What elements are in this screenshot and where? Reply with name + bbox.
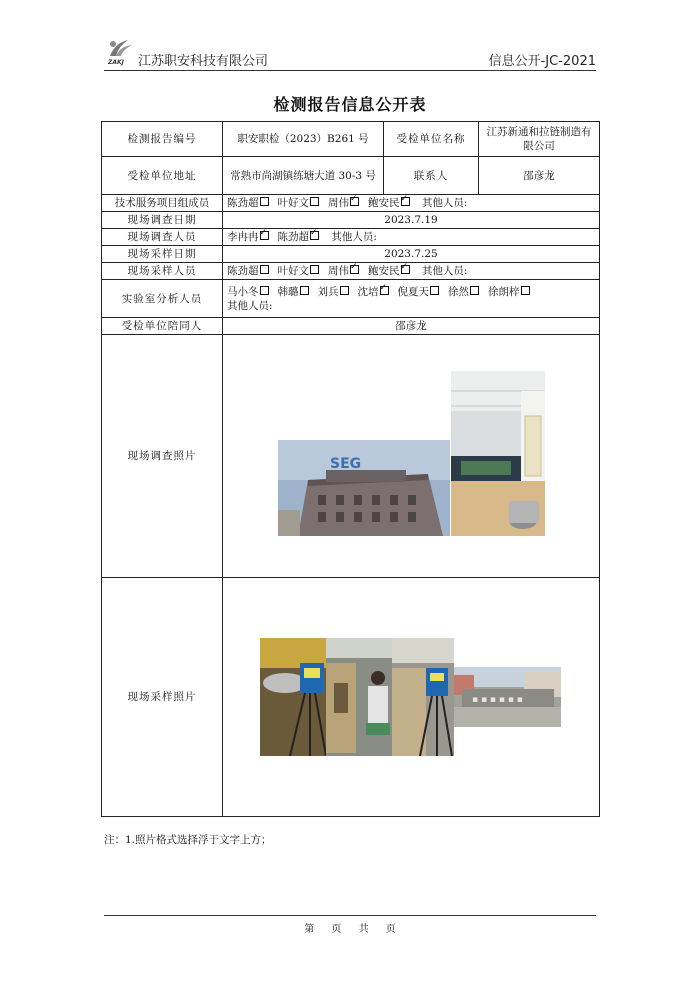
table-row: [102, 229, 600, 246]
survey-staff: [223, 229, 600, 246]
person-name: 周伟: [328, 197, 349, 209]
person-name: 鲍安民: [368, 265, 400, 277]
table-row: [102, 280, 600, 318]
table-row: [102, 122, 600, 157]
table-row: [102, 578, 600, 817]
lab-other: 其他人员:: [227, 299, 273, 312]
document-code: 信息公开-JC-2021: [488, 54, 596, 69]
sampling-photo-1: [260, 638, 326, 756]
survey-staff-label: 现场调查人员: [102, 229, 223, 246]
unchecked-checkbox-icon: [260, 286, 269, 295]
unchecked-checkbox-icon: [260, 265, 269, 274]
page-footer: 第 页 共 页: [304, 924, 396, 935]
person-name: 陈劲超: [227, 197, 259, 209]
checked-checkbox-icon: [401, 197, 410, 206]
person-name: 李冉冉: [227, 231, 259, 243]
checkbox-group: [227, 286, 539, 298]
table-row: [102, 157, 600, 195]
person-name: 陈劲超: [227, 265, 259, 277]
address-value: 常熟市尚湖镇练塘大道 30-3 号: [223, 157, 384, 195]
sampling-photo-label: 现场采样照片: [102, 578, 223, 817]
sampling-photo-3: [392, 638, 454, 756]
page-header: [104, 34, 596, 70]
unchecked-checkbox-icon: [521, 286, 530, 295]
survey-photo-cell: [223, 335, 600, 578]
survey-date-label: 现场调查日期: [102, 212, 223, 229]
person-name: 韩璐: [277, 285, 299, 298]
workshop-photo: [451, 371, 545, 536]
unchecked-checkbox-icon: [340, 286, 349, 295]
lab-staff: [223, 280, 600, 318]
sampling-other: 其他人员:: [421, 265, 468, 277]
person-name: 叶好文: [277, 265, 309, 277]
table-row: [102, 318, 600, 335]
checked-checkbox-icon: [350, 265, 359, 274]
unchecked-checkbox-icon: [310, 197, 319, 206]
person-name: 马小冬: [227, 285, 259, 298]
checked-checkbox-icon: [401, 265, 410, 274]
lab-label: 实验室分析人员: [102, 280, 223, 318]
person-name: 周伟: [328, 265, 349, 277]
person-name: 徐然: [448, 285, 469, 298]
page-title: 检测报告信息公开表: [273, 95, 427, 114]
survey-photo-label: 现场调查照片: [102, 335, 223, 578]
header-divider: [104, 70, 596, 71]
table-row: [102, 195, 600, 212]
building-photo: [278, 440, 450, 536]
team-other: 其他人员:: [421, 197, 468, 209]
sampling-staff-label: 现场采样人员: [102, 263, 223, 280]
person-name: 徐朗梓: [488, 285, 520, 298]
escort-value: 邵彦龙: [223, 318, 600, 335]
checked-checkbox-icon: [260, 231, 269, 240]
report-no-label: 检测报告编号: [102, 122, 223, 157]
person-name: 陈劲超: [277, 231, 309, 243]
contact-value: 邵彦龙: [479, 157, 600, 195]
building-sign-text: SEG: [330, 456, 362, 472]
checkbox-group: [227, 231, 328, 243]
escort-label: 受检单位陪同人: [102, 318, 223, 335]
person-name: 倪夏天: [397, 285, 429, 298]
unchecked-checkbox-icon: [300, 286, 309, 295]
report-no-value: 职安职检（2023）B261 号: [223, 122, 384, 157]
unchecked-checkbox-icon: [310, 265, 319, 274]
unchecked-checkbox-icon: [470, 286, 479, 295]
table-row: [102, 263, 600, 280]
team-label: 技术服务项目组成员: [102, 195, 223, 212]
unchecked-checkbox-icon: [260, 197, 269, 206]
person-name: 刘兵: [317, 285, 339, 298]
table-row: [102, 212, 600, 229]
checkbox-group: [227, 265, 419, 277]
sampling-photo-2: [326, 638, 392, 756]
checked-checkbox-icon: [380, 286, 389, 295]
address-label: 受检单位地址: [102, 157, 223, 195]
person-name: 沈培: [357, 285, 379, 298]
survey-other: 其他人员:: [331, 231, 377, 243]
checked-checkbox-icon: [350, 197, 359, 206]
unit-name-value: 江苏新通和拉链制造有限公司: [479, 122, 600, 157]
logo-wordmark: ZAKJ: [108, 59, 124, 66]
contact-label: 联系人: [384, 157, 479, 195]
survey-date-value: 2023.7.19: [223, 212, 600, 229]
footnote: 注：1.照片格式选择浮于文字上方；: [104, 834, 272, 846]
team-members: [223, 195, 600, 212]
footer-divider: [104, 915, 596, 916]
person-name: 叶好文: [277, 197, 309, 209]
sampling-photo-cell: [223, 578, 600, 817]
unchecked-checkbox-icon: [430, 286, 439, 295]
person-name: 鲍安民: [368, 197, 400, 209]
report-table: [101, 121, 600, 817]
sampling-date-label: 现场采样日期: [102, 246, 223, 263]
sampling-date-value: 2023.7.25: [223, 246, 600, 263]
table-row: [102, 335, 600, 578]
checked-checkbox-icon: [310, 231, 319, 240]
sampling-photo-4: [454, 667, 561, 727]
unit-name-label: 受检单位名称: [384, 122, 479, 157]
company-name: 江苏职安科技有限公司: [138, 54, 269, 69]
svg-text:▪ ▪ ▪ ▪ ▪ ▪: ▪ ▪ ▪ ▪ ▪ ▪: [472, 695, 523, 705]
sampling-staff: [223, 263, 600, 280]
checkbox-group: [227, 197, 419, 209]
